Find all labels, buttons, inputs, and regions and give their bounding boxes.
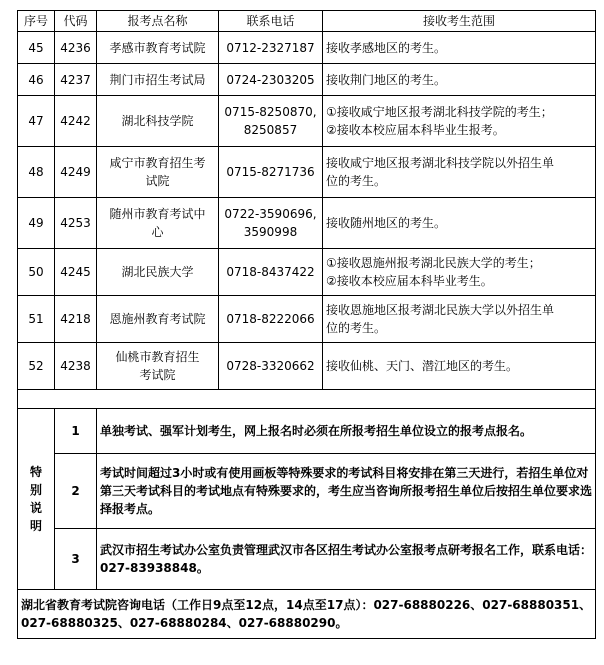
header-row [18, 11, 596, 32]
row-phone: 0718-8437422 [219, 249, 323, 296]
row-scope: 接收荆门地区的考生。 [323, 64, 596, 96]
blank-cell [18, 390, 596, 409]
special-note-text: 单独考试、强军计划考生，网上报名时必须在所报考招生单位设立的报考点报名。 [97, 409, 596, 454]
row-scope: 接收咸宁地区报考湖北科技学院以外招生单 位的考生。 [323, 147, 596, 198]
row-number: 47 [18, 96, 55, 147]
special-note-label: 特 别 说 明 [18, 409, 55, 590]
special-note-text: 考试时间超过3小时或有使用画板等特殊要求的考试科目将安排在第三天进行，若招生单位对第三天考试科目的考试地点有特殊要求的，考生应当咨询所报考招生单位后按招生单位要求选择报考点。 [97, 454, 596, 529]
row-scope: 接收孝感地区的考生。 [323, 32, 596, 64]
row-number: 50 [18, 249, 55, 296]
row-number: 51 [18, 296, 55, 343]
row-phone: 0712-2327187 [219, 32, 323, 64]
special-note-number: 1 [55, 409, 97, 454]
table-body [18, 32, 596, 390]
footer-contact: 湖北省教育考试院咨询电话（工作日9点至12点，14点至17点）：027-68880226、027-68880351、027-68880325、027-68880284、027-68880290。 [18, 590, 596, 639]
row-site-name: 恩施州教育考试院 [97, 296, 219, 343]
exam-site-table [17, 10, 596, 639]
blank-row [18, 390, 596, 409]
table-row [18, 32, 596, 64]
row-number: 48 [18, 147, 55, 198]
special-note-row-1 [18, 409, 596, 454]
special-note-number: 2 [55, 454, 97, 529]
row-scope: ①接收咸宁地区报考湖北科技学院的考生； ②接收本校应届本科毕业生报考。 [323, 96, 596, 147]
row-phone: 0724-2303205 [219, 64, 323, 96]
special-note-text: 武汉市招生考试办公室负责管理武汉市各区招生考试办公室报考点研考报名工作，联系电话：027-83938848。 [97, 529, 596, 590]
row-code: 4236 [55, 32, 97, 64]
row-code: 4249 [55, 147, 97, 198]
row-phone: 0718-8222066 [219, 296, 323, 343]
table-row [18, 296, 596, 343]
row-code: 4237 [55, 64, 97, 96]
row-code: 4253 [55, 198, 97, 249]
row-site-name: 荆门市招生考试局 [97, 64, 219, 96]
row-code: 4218 [55, 296, 97, 343]
row-scope: 接收仙桃、天门、潜江地区的考生。 [323, 343, 596, 390]
row-phone: 0722-3590696, 3590998 [219, 198, 323, 249]
row-site-name: 咸宁市教育招生考 试院 [97, 147, 219, 198]
footer-row [18, 590, 596, 639]
special-note-row-2 [18, 454, 596, 529]
row-site-name: 孝感市教育考试院 [97, 32, 219, 64]
row-site-name: 湖北民族大学 [97, 249, 219, 296]
table-row [18, 147, 596, 198]
row-code: 4238 [55, 343, 97, 390]
table-row [18, 64, 596, 96]
row-number: 46 [18, 64, 55, 96]
row-code: 4245 [55, 249, 97, 296]
header-scope: 接收考生范围 [323, 11, 596, 32]
row-phone: 0728-3320662 [219, 343, 323, 390]
row-site-name: 湖北科技学院 [97, 96, 219, 147]
header-no: 序号 [18, 11, 55, 32]
row-site-name: 随州市教育考试中 心 [97, 198, 219, 249]
row-number: 52 [18, 343, 55, 390]
header-phone: 联系电话 [219, 11, 323, 32]
row-site-name: 仙桃市教育招生 考试院 [97, 343, 219, 390]
table-row [18, 249, 596, 296]
header-code: 代码 [55, 11, 97, 32]
table-row [18, 343, 596, 390]
special-note-row-3 [18, 529, 596, 590]
table-row [18, 96, 596, 147]
row-code: 4242 [55, 96, 97, 147]
row-scope: 接收随州地区的考生。 [323, 198, 596, 249]
row-phone: 0715-8250870, 8250857 [219, 96, 323, 147]
special-note-number: 3 [55, 529, 97, 590]
row-scope: 接收恩施地区报考湖北民族大学以外招生单 位的考生。 [323, 296, 596, 343]
row-number: 45 [18, 32, 55, 64]
table-row [18, 198, 596, 249]
row-scope: ①接收恩施州报考湖北民族大学的考生； ②接收本校应届本科毕业考生。 [323, 249, 596, 296]
row-phone: 0715-8271736 [219, 147, 323, 198]
header-site-name: 报考点名称 [97, 11, 219, 32]
row-number: 49 [18, 198, 55, 249]
